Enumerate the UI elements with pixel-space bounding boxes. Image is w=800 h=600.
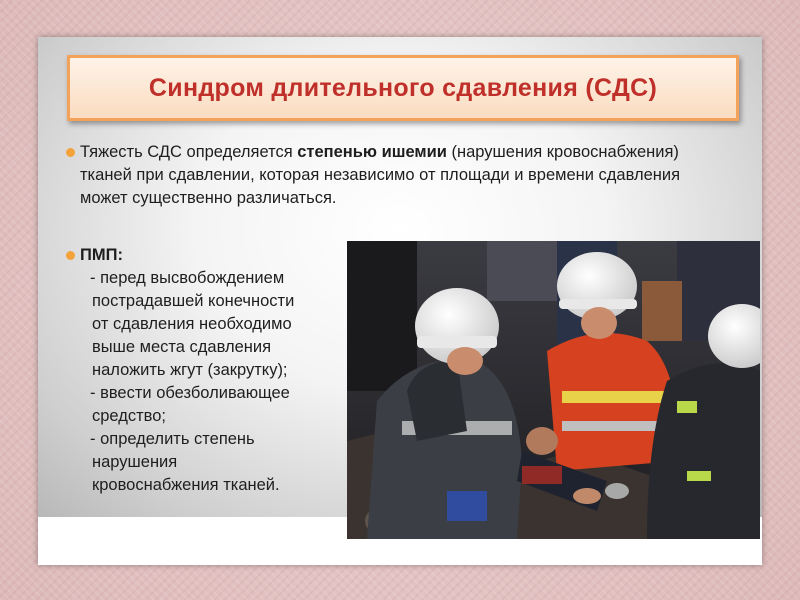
title-box — [67, 55, 739, 121]
pmp-item — [80, 428, 360, 497]
pmp-item-line: - ввести обезболивающее — [90, 384, 290, 402]
pmp-item-line: - определить степень — [90, 430, 255, 448]
rescue-photo-illustration — [347, 241, 760, 539]
pmp-item-line: от сдавления необходимо — [92, 315, 292, 333]
pmp-block — [80, 244, 360, 497]
victim — [526, 427, 558, 455]
pmp-item-line: кровоснабжения тканей. — [92, 476, 280, 494]
pmp-item-line: - перед высвобождением — [90, 269, 285, 287]
pmp-label: ПМП: — [80, 246, 123, 264]
slide-title: Синдром длительного сдавления (СДС) — [148, 73, 658, 102]
pmp-item-line: пострадавшей конечности — [92, 292, 295, 310]
bullet-icon — [66, 148, 75, 157]
pmp-item-line: средство; — [92, 407, 167, 425]
rescue-photo — [347, 241, 760, 539]
paragraph-severity — [80, 141, 720, 210]
slide — [38, 37, 762, 565]
bullet-icon — [66, 251, 75, 260]
pmp-item-line: нарушения — [92, 453, 178, 471]
background-figure — [347, 241, 417, 391]
pmp-item — [80, 267, 360, 382]
pmp-item-line: выше места сдавления — [92, 338, 272, 356]
pmp-item — [80, 382, 360, 428]
pmp-item-line: наложить жгут (закрутку); — [92, 361, 288, 379]
paragraph-text-bold: степенью ишемии — [297, 143, 447, 161]
paragraph-text-end: (нарушения кровоснабжения) тканей при сдавлении, которая независимо от площади и времени сдавления может существенно различаться. — [80, 143, 681, 207]
paragraph-text-start: Тяжесть СДС определяется — [80, 143, 298, 161]
